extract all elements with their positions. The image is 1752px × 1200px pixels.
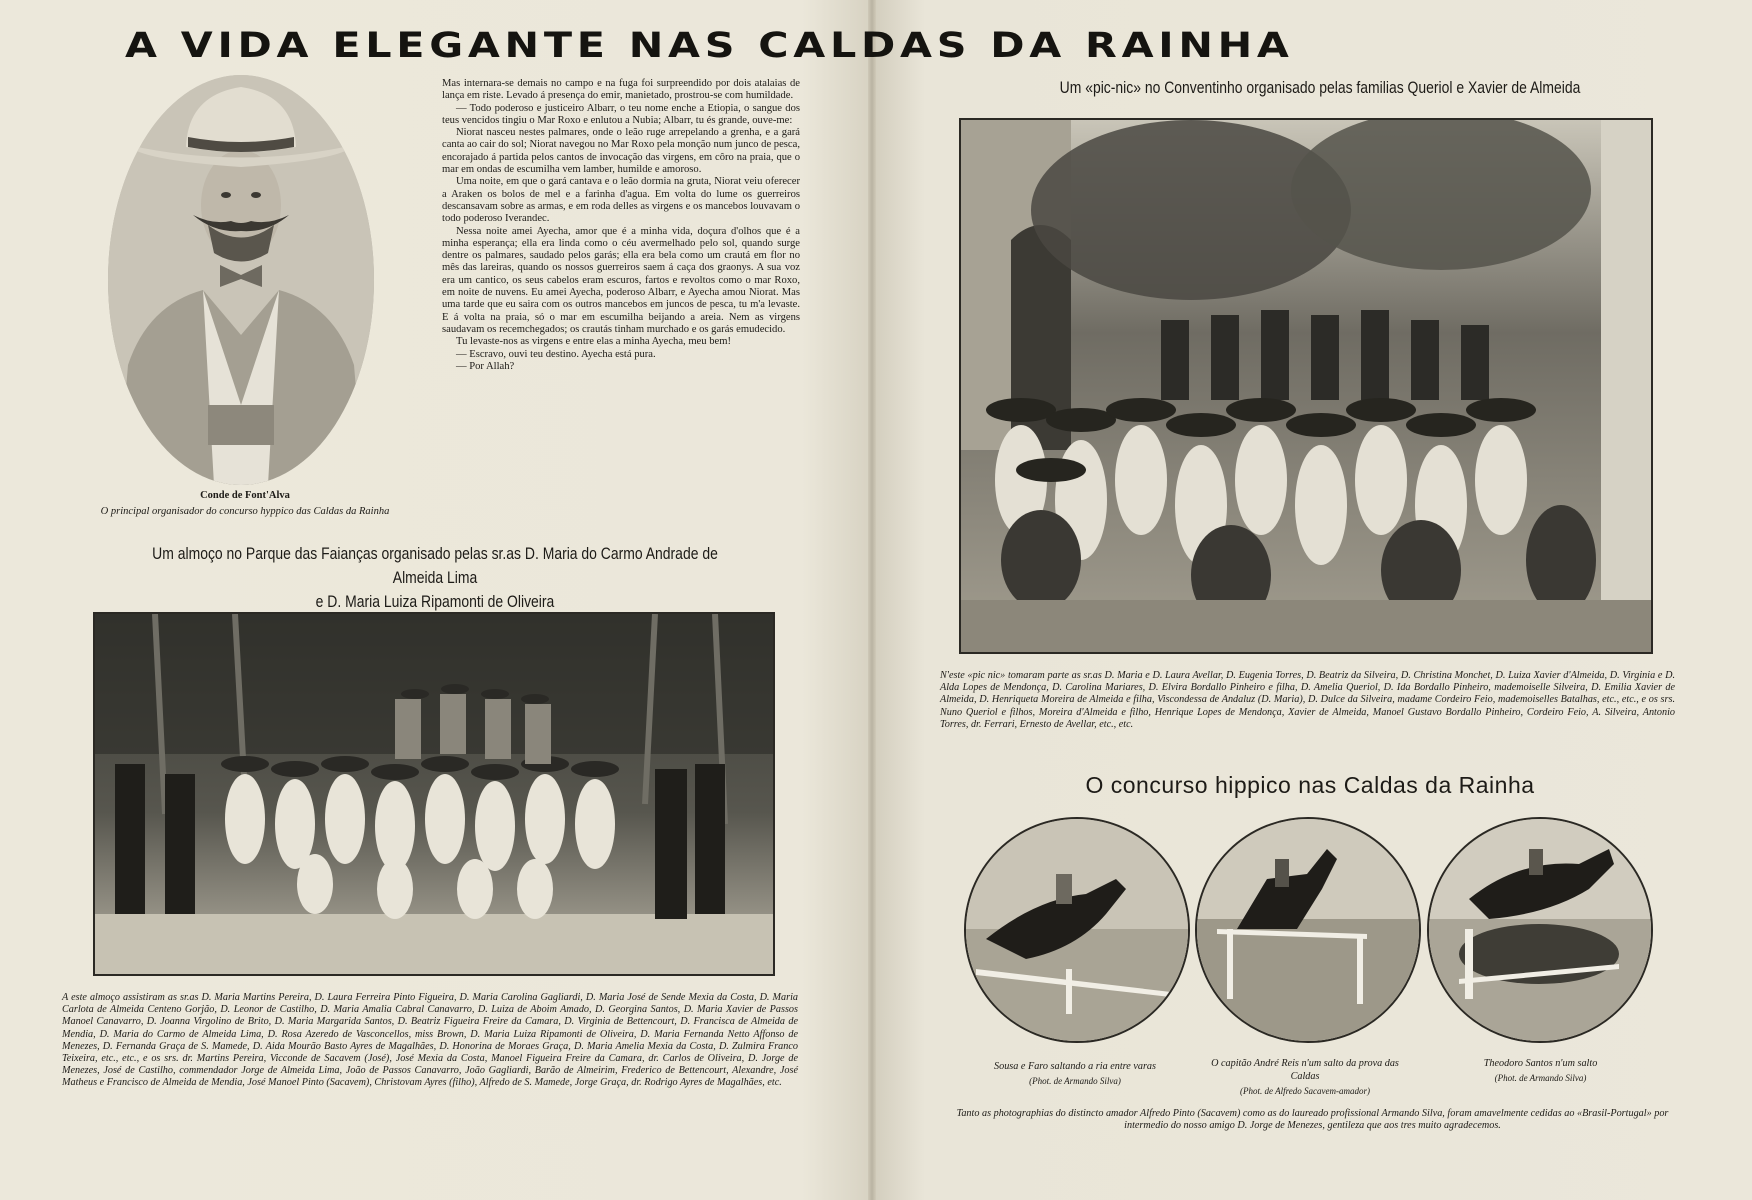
portrait-role: O principal organisador do concurso hyppico das Caldas da Rainha	[100, 506, 390, 517]
story-paragraph: Nessa noite amei Ayecha, amor que é a minha vida, doçura d'olhos que é a minha esperança; ella era linda como o céu avermelhado pelo sol, quando surge dentre os palmares, saudado pelos garás; ella era bela como um crautá em flor no mês das lareiras, quando os nossos guerreiros saem á caça dos graonys. A sua voz era um cantico, os seus cabelos eram escuros, fartos e revoltos como o mar Roxo, em noite de nuvens. Eu amei Ayecha, poderoso Albarr, e Ayecha amou Niorat. Mas uma tarde que eu saira com os outros mancebos em juncos de pesca, tu m'a levaste. E á volta na praia, só o mar em escumilha beijando a areia. Nem as virgens saudavam os recemchegados; os crautás tinham murchado e os garás emudecido.	[442, 225, 800, 335]
picnic-caption: N'este «pic nic» tomaram parte as sr.as D. Maria e D. Laura Avellar, D. Eugenia Torres, D. Beatriz da Silveira, D. Christina Monchet, D. Luiza Xavier d'Almeida, D. Virginia e D. Alda Lopes de Mendonça, D. Carolina Mariares, D. Elvira Bordallo Pinheiro e filha, D. Amelia Queriol, D. Ida Bordallo Pinheiro, mademoiselle Silveira, D. Emilia Xavier de Almeida, D. Henriqueta Moreira de Almeida e filha, Viscondessa de Andaluz (D. Maria), D. Dulce da Silveira, madame Cordeiro Feio, mademoiselles Batalhas, etc., etc., e os srs. Nuno Queriol e filhos, Moreira d'Almeida e filho, Henrique Lopes de Mendonça, Xavier de Almeida, Manoel Gustavo Bordallo Pinheiro, Cordeiro Feio, A. Silveira, Antonio Torres, dr. Ferrari, Ernesto de Avellar, etc., etc.	[940, 670, 1675, 730]
story-paragraph: Niorat nasceu nestes palmares, onde o leão ruge arrepelando a grenha, e a gará canta ao cair do sol; Niorat navegou no Mar Roxo pela monção num junco de pesca, encorajado á partida pelos cantos de invocação das virgens, em côro na praia, que o mar em ondas de escumilha vem lamber, humilde e amoroso.	[442, 127, 800, 176]
horse-jump-photo-1	[964, 817, 1190, 1043]
lunch-headline	[152, 542, 718, 614]
lunch-headline-line1: Um almoço no Parque das Faianças organisado pelas sr.as D. Maria do Carmo Andrade de Almeida Lima	[152, 544, 718, 587]
story-column	[442, 78, 800, 373]
masthead-title: A VIDA ELEGANTE NAS CALDAS DA RAINHA	[125, 26, 1294, 66]
lunch-caption: A este almoço assistiram as sr.as D. Maria Martins Pereira, D. Laura Ferreira Pinto Figueira, D. Maria Carolina Gagliardi, D. Maria José de Sende Mexia da Costa, D. Maria Carlota de Almeida Centeno Gorjão, D. Leonor de Castilho, D. Maria Amalia Cabral Canavarro, D. Luiza de Aboim Amado, D. Georgina Santos, D. Maria Xavier de Passos Manoel Canavarro, D. Joanna Virgolino de Brito, D. Maria Margarida Santos, D. Beatriz Figueira Freire da Camara, D. Virginia de Bettencourt, D. Francisca de Almeida de Mendia, D. Maria do Carmo de Almeida Lima, D. Rosa Azeredo de Vasconcellos, miss Brown, D. Maria Luiza Ripamonti de Oliveira, D. Maria Fernanda Netto Affonso de Menezes, D. Fernanda Graça de S. Mamede, D. Aida Mourão Basto Ayres de Magalhães, D. Honorina de Moraes Graça, D. Maria Amelia Mexia da Costa, D. Zulmira Franco Teixeira, etc., etc., e os srs. dr. Martins Pereira, Vicconde de Sacavem (José), José Mexia da Costa, Manoel Figueira Freire da Camara, dr. Carlos de Oliveira, D. Jorge de Menezes, José de Castilho, commendador Jorge de Almeida Lima, João de Passos Canavarro, João Gagliardi, Barão de Almeirim, Frederico de Bettencourt, Alexandre, José Matheus e Francisco de Almeida de Mendia, José Manoel Pinto (Sacavem), Christovam Ayres (filho), Alfredo de S. Mamede, Jorge Graça, dr. Rodrigo Ayres de Magalhães, etc.	[62, 992, 798, 1089]
horse-photo-2-credit: (Phot. de Alfredo Sacavem-amador)	[1240, 1086, 1370, 1096]
story-paragraph: Uma noite, em que o gará cantava e o leão dormia na gruta, Niorat veiu oferecer a Araken os bolos de mel e a farinha d'agua. Em volta do lume os guerreiros descansavam sobre as armas, e em roda delles as virgens e os mancebos louvavam o todo poderoso Iverandec.	[442, 176, 800, 225]
horse-photo-1-caption-text: Sousa e Faro saltando a ria entre varas	[994, 1061, 1156, 1072]
horse-jump-photo-2	[1195, 817, 1421, 1043]
horse-photo-1-caption	[985, 1060, 1165, 1088]
story-paragraph: Tu levaste-nos as virgens e entre elas a minha Ayecha, meu bem!	[456, 336, 731, 348]
portrait-photo	[108, 75, 374, 485]
picnic-headline: Um «pic-nic» no Conventinho organisado pelas familias Queriol e Xavier de Almeida	[1059, 78, 1581, 97]
story-paragraph: — Todo poderoso e justiceiro Albarr, o teu nome enche a Etiopia, o sangue dos teus vencidos tingiu o Mar Roxo e enlutou a Nubia; Albarr, tu és grande, ouve-me:	[442, 102, 800, 126]
portrait-name: Conde de Font'Alva	[200, 490, 290, 501]
picnic-group-photo	[959, 118, 1653, 654]
photo-credits-note: Tanto as photographias do distincto amador Alfredo Pinto (Sacavem) como as do laureado profissional Armando Silva, foram amavelmente cedidas ao «Brasil-Portugal» por intermedio do nosso amigo D. Jorge de Menezes, gentileza que aos tres muito agradecemos.	[956, 1108, 1669, 1132]
hippico-headline: O concurso hippico nas Caldas da Rainha	[1085, 772, 1535, 798]
horse-photo-3-caption-text: Theodoro Santos n'um salto	[1483, 1058, 1598, 1069]
page-gutter	[868, 0, 876, 1200]
story-paragraph: — Por Allah?	[456, 360, 515, 372]
horse-photo-3-caption	[1448, 1057, 1633, 1085]
lunch-group-photo	[93, 612, 775, 976]
horse-photo-1-credit: (Phot. de Armando Silva)	[1029, 1076, 1121, 1086]
horse-photo-2-caption	[1205, 1057, 1405, 1098]
lunch-headline-line2: e D. Maria Luiza Ripamonti de Oliveira	[315, 592, 555, 611]
horse-photo-3-credit: (Phot. de Armando Silva)	[1494, 1073, 1587, 1083]
story-paragraph: — Escravo, ouvi teu destino. Ayecha está pura.	[456, 348, 656, 360]
horse-photo-2-caption-text: O capitão André Reis n'um salto da prova das Caldas	[1211, 1058, 1399, 1082]
story-paragraph: Mas internara-se demais no campo e na fuga foi surpreendido por dois atalaias de lança em riste. Levado á presença do emir, manietado, prostrou-se com humildade.	[442, 78, 800, 102]
horse-jump-photo-3	[1427, 817, 1653, 1043]
